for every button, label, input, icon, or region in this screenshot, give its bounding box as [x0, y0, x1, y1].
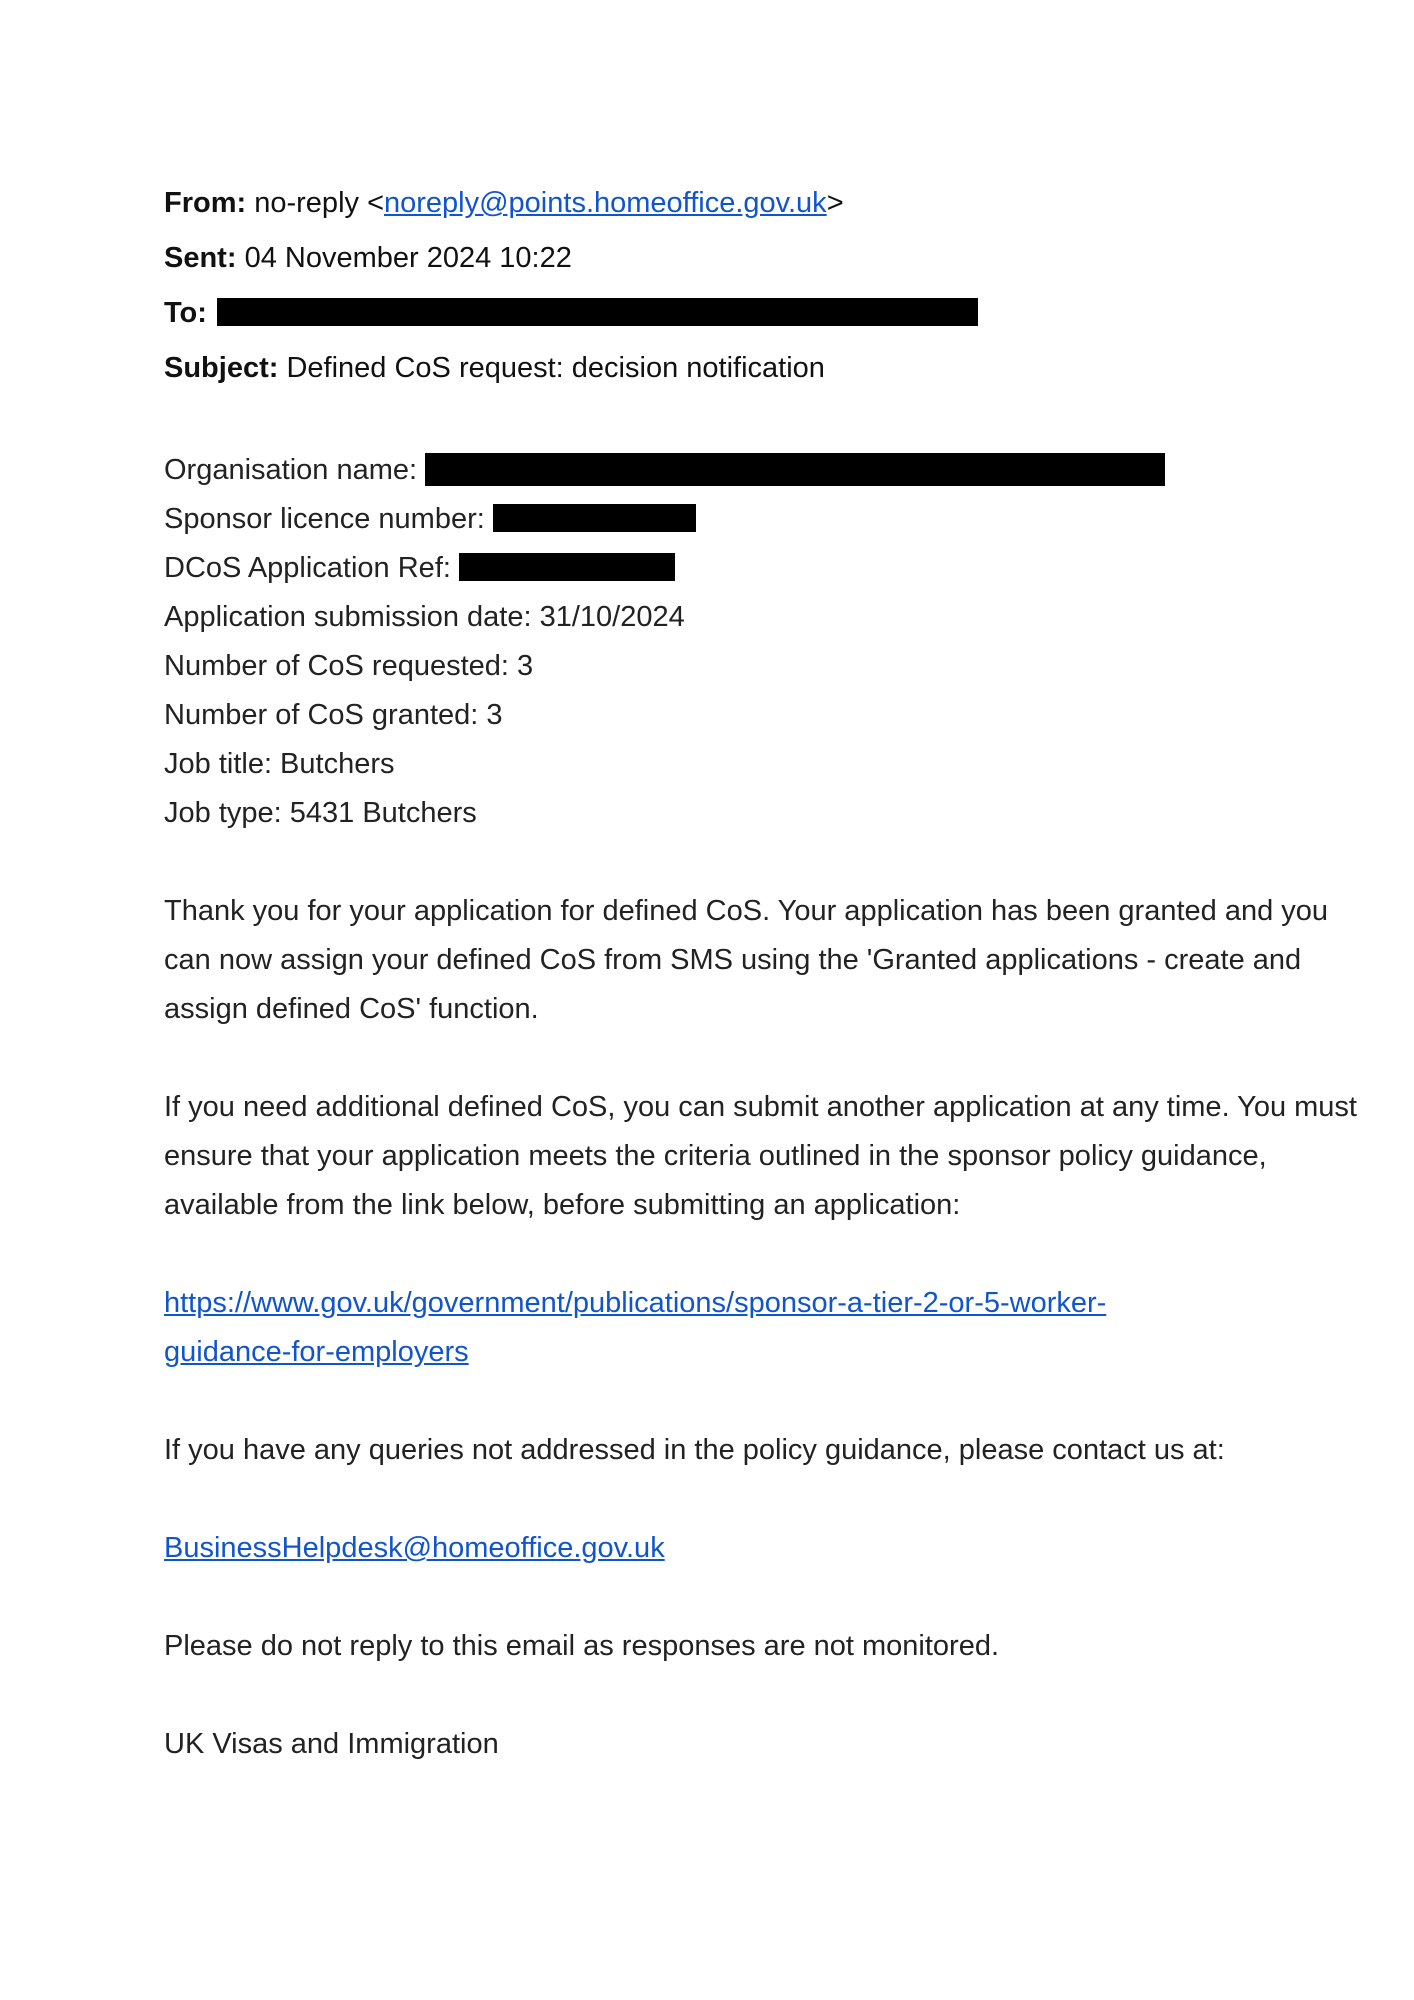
organisation-line — [164, 446, 1364, 495]
subject-label: Subject: — [164, 352, 279, 384]
queries-paragraph: If you have any queries not addressed in the policy guidance, please contact us at: — [164, 1434, 1225, 1466]
to-line — [164, 286, 1364, 341]
submission-date-line: Application submission date: 31/10/2024 — [164, 601, 685, 633]
from-label: From: — [164, 187, 247, 219]
job-title-line: Job title: Butchers — [164, 748, 395, 780]
from-name: no-reply < — [254, 187, 384, 219]
subject-value: Defined CoS request: decision notification — [286, 352, 825, 384]
cos-requested-line: Number of CoS requested: 3 — [164, 650, 534, 682]
organisation-redaction — [425, 453, 1165, 486]
guidance-link-paragraph — [164, 1279, 1364, 1377]
sponsor-licence-redaction — [493, 504, 696, 532]
organisation-label: Organisation name: — [164, 454, 426, 486]
guidance-link-line1: https://www.gov.uk/government/publications/sponsor-a-tier-2-or-5-worker- — [164, 1287, 1107, 1319]
guidance-link-line2: guidance-for-employers — [164, 1336, 469, 1368]
sponsor-licence-line — [164, 495, 1364, 544]
dcos-ref-line — [164, 544, 1364, 593]
job-type-line: Job type: 5431 Butchers — [164, 797, 477, 829]
additional-cos-paragraph: If you need additional defined CoS, you can submit another application at any time. You must ensure that your application meets the criteria outlined in the sponsor policy guidance, available from the link below, before submitting an application: — [164, 1091, 1357, 1221]
subject-line — [164, 341, 1364, 396]
email-document — [164, 176, 1364, 1769]
cos-granted-line: Number of CoS granted: 3 — [164, 699, 503, 731]
from-line — [164, 176, 1364, 231]
dcos-ref-redaction — [459, 553, 675, 581]
helpdesk-paragraph — [164, 1524, 1364, 1573]
no-reply-paragraph: Please do not reply to this email as responses are not monitored. — [164, 1630, 1000, 1662]
helpdesk-email-link[interactable]: BusinessHelpdesk@homeoffice.gov.uk — [164, 1532, 665, 1564]
sent-value: 04 November 2024 10:22 — [244, 242, 572, 274]
sponsor-licence-label: Sponsor licence number: — [164, 503, 493, 535]
sent-line — [164, 231, 1364, 286]
from-email-link[interactable]: noreply@points.homeoffice.gov.uk — [384, 187, 827, 219]
from-close: > — [826, 187, 844, 219]
to-redaction — [217, 298, 978, 326]
grant-paragraph: Thank you for your application for defined CoS. Your application has been granted and you can now assign your defined CoS from SMS using the 'Granted applications - create and assign defined CoS' function. — [164, 895, 1329, 1025]
sent-label: Sent: — [164, 242, 237, 274]
dcos-ref-label: DCoS Application Ref: — [164, 552, 459, 584]
to-label: To: — [164, 297, 207, 329]
guidance-link[interactable] — [164, 1287, 1106, 1368]
signoff: UK Visas and Immigration — [164, 1728, 499, 1760]
